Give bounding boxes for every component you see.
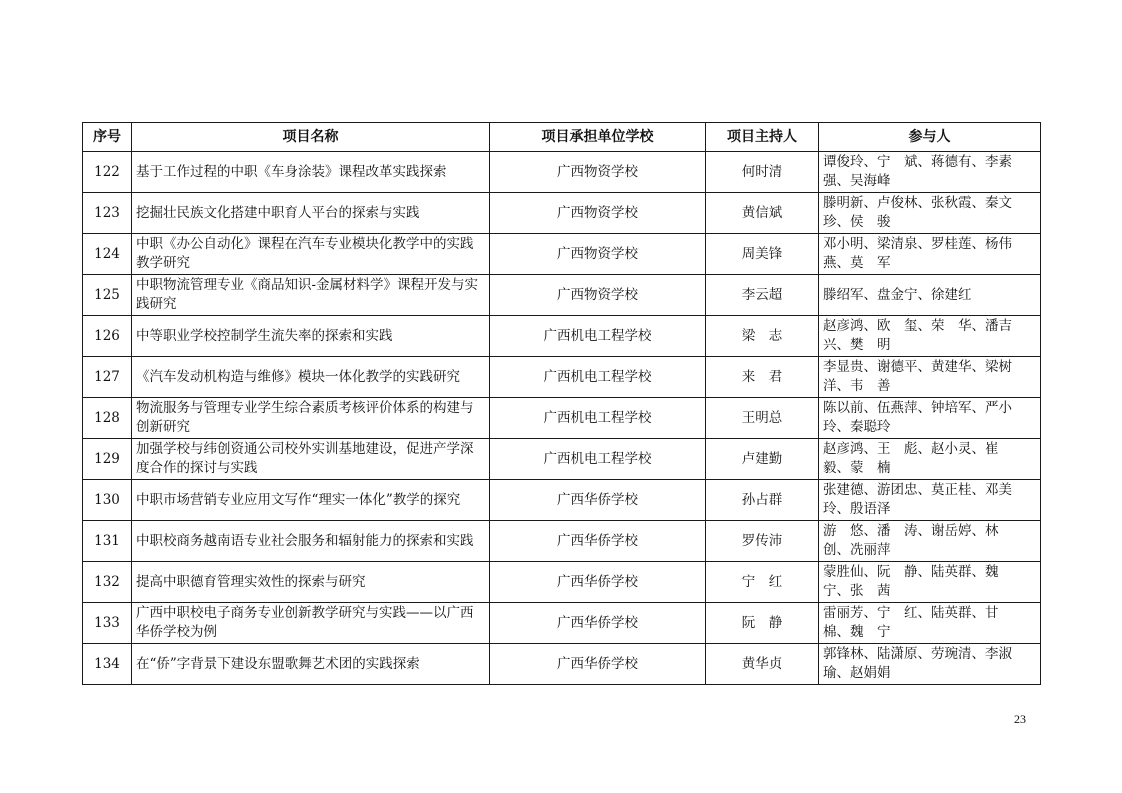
table-row	[83, 193, 1041, 234]
cell-members: 邓小明、梁清泉、罗桂莲、杨伟燕、莫 军	[819, 234, 1041, 275]
table-row	[83, 357, 1041, 398]
cell-number: 122	[83, 152, 132, 193]
cell-number: 127	[83, 357, 132, 398]
cell-members: 雷丽芳、宁 红、陆英群、甘 棉、魏 宁	[819, 603, 1041, 644]
cell-members: 赵彦鸿、王 彪、赵小灵、崔 毅、蒙 楠	[819, 439, 1041, 480]
cell-project-name: 中职物流管理专业《商品知识-金属材料学》课程开发与实践研究	[132, 275, 490, 316]
header-host: 项目主持人	[706, 123, 819, 152]
cell-number: 126	[83, 316, 132, 357]
table-row	[83, 439, 1041, 480]
cell-host: 来 君	[706, 357, 819, 398]
table-row	[83, 234, 1041, 275]
cell-host: 阮 静	[706, 603, 819, 644]
cell-host: 黄信斌	[706, 193, 819, 234]
cell-school: 广西机电工程学校	[490, 357, 706, 398]
cell-school: 广西华侨学校	[490, 480, 706, 521]
table-row	[83, 644, 1041, 685]
cell-members: 游 悠、潘 涛、谢岳婷、林 创、冼丽萍	[819, 521, 1041, 562]
cell-school: 广西物资学校	[490, 275, 706, 316]
cell-number: 125	[83, 275, 132, 316]
header-project-name: 项目名称	[132, 123, 490, 152]
cell-host: 梁 志	[706, 316, 819, 357]
cell-number: 129	[83, 439, 132, 480]
cell-project-name: 《汽车发动机构造与维修》模块一体化教学的实践研究	[132, 357, 490, 398]
table-row	[83, 603, 1041, 644]
cell-number: 123	[83, 193, 132, 234]
table-row	[83, 316, 1041, 357]
cell-host: 孙占群	[706, 480, 819, 521]
cell-school: 广西物资学校	[490, 152, 706, 193]
header-school: 项目承担单位学校	[490, 123, 706, 152]
cell-project-name: 物流服务与管理专业学生综合素质考核评价体系的构建与创新研究	[132, 398, 490, 439]
header-number: 序号	[83, 123, 132, 152]
cell-number: 130	[83, 480, 132, 521]
project-table	[82, 122, 1041, 685]
table-row	[83, 275, 1041, 316]
cell-host: 卢建勤	[706, 439, 819, 480]
table-row	[83, 152, 1041, 193]
cell-host: 李云超	[706, 275, 819, 316]
cell-members: 滕绍军、盘金宁、徐建红	[819, 275, 1041, 316]
table-header-row	[83, 123, 1041, 152]
cell-project-name: 基于工作过程的中职《车身涂装》课程改革实践探索	[132, 152, 490, 193]
cell-school: 广西物资学校	[490, 193, 706, 234]
table-row	[83, 521, 1041, 562]
cell-number: 124	[83, 234, 132, 275]
cell-school: 广西机电工程学校	[490, 439, 706, 480]
table-row	[83, 562, 1041, 603]
cell-school: 广西华侨学校	[490, 521, 706, 562]
header-members: 参与人	[819, 123, 1041, 152]
table-row	[83, 398, 1041, 439]
cell-members: 张建德、游团忠、莫正桂、邓美玲、殷语泽	[819, 480, 1041, 521]
page-number: 23	[1014, 712, 1026, 726]
cell-number: 131	[83, 521, 132, 562]
cell-host: 何时清	[706, 152, 819, 193]
cell-host: 周美锋	[706, 234, 819, 275]
cell-members: 李显贵、谢德平、黄建华、梁树洋、韦 善	[819, 357, 1041, 398]
cell-host: 罗传沛	[706, 521, 819, 562]
cell-number: 133	[83, 603, 132, 644]
cell-project-name: 中职校商务越南语专业社会服务和辐射能力的探索和实践	[132, 521, 490, 562]
cell-number: 134	[83, 644, 132, 685]
cell-school: 广西机电工程学校	[490, 398, 706, 439]
cell-host: 黄华贞	[706, 644, 819, 685]
cell-school: 广西华侨学校	[490, 644, 706, 685]
cell-project-name: 广西中职校电子商务专业创新教学研究与实践——以广西华侨学校为例	[132, 603, 490, 644]
cell-school: 广西物资学校	[490, 234, 706, 275]
cell-number: 128	[83, 398, 132, 439]
cell-project-name: 加强学校与纬创资通公司校外实训基地建设，促进产学深度合作的探讨与实践	[132, 439, 490, 480]
cell-school: 广西机电工程学校	[490, 316, 706, 357]
cell-project-name: 提高中职德育管理实效性的探索与研究	[132, 562, 490, 603]
cell-school: 广西华侨学校	[490, 562, 706, 603]
cell-project-name: 挖掘壮民族文化搭建中职育人平台的探索与实践	[132, 193, 490, 234]
cell-members: 赵彦鸿、欧 玺、荣 华、潘吉兴、樊 明	[819, 316, 1041, 357]
cell-members: 谭俊玲、宁 斌、蒋德有、李素强、吴海峰	[819, 152, 1041, 193]
cell-members: 陈以前、伍燕萍、钟培军、严小玲、秦聪玲	[819, 398, 1041, 439]
cell-host: 宁 红	[706, 562, 819, 603]
cell-members: 蒙胜仙、阮 静、陆英群、魏 宁、张 茜	[819, 562, 1041, 603]
cell-members: 郭锋林、陆潇原、劳琬清、李淑瑜、赵娟娟	[819, 644, 1041, 685]
cell-project-name: 中等职业学校控制学生流失率的探索和实践	[132, 316, 490, 357]
cell-members: 滕明新、卢俊林、张秋霞、秦文珍、侯 骏	[819, 193, 1041, 234]
cell-project-name: 在“侨”字背景下建设东盟歌舞艺术团的实践探索	[132, 644, 490, 685]
cell-project-name: 中职市场营销专业应用文写作“理实一体化”教学的探究	[132, 480, 490, 521]
cell-number: 132	[83, 562, 132, 603]
cell-school: 广西华侨学校	[490, 603, 706, 644]
cell-host: 王明总	[706, 398, 819, 439]
table-row	[83, 480, 1041, 521]
cell-project-name: 中职《办公自动化》课程在汽车专业模块化教学中的实践教学研究	[132, 234, 490, 275]
table-body	[83, 152, 1041, 685]
